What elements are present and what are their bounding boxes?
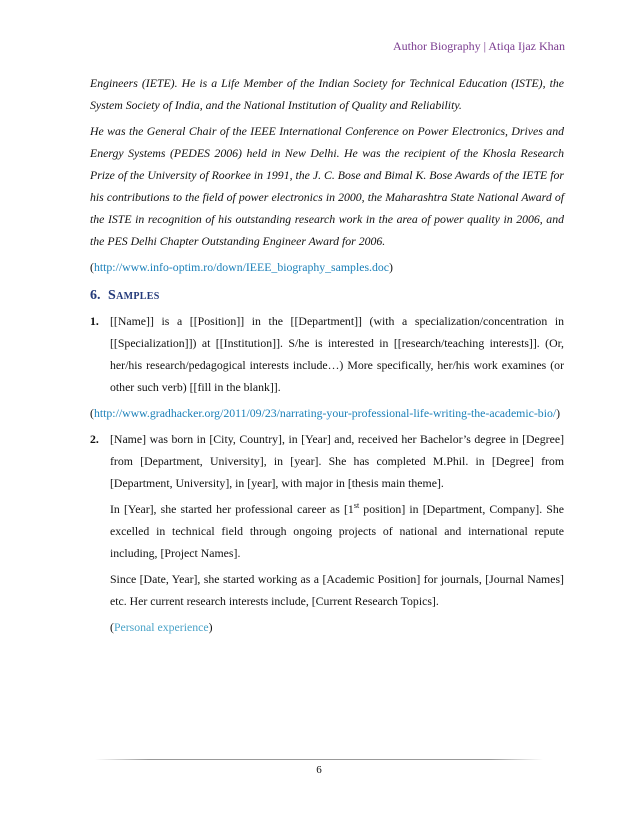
list-item-number: 2.	[90, 432, 99, 446]
section-title: Samples	[108, 288, 160, 303]
footer-divider	[95, 759, 543, 760]
paragraph-biography-continued: Engineers (IETE). He is a Life Member of the Indian Society for Technical Education (ISTE), the System Society of India, and the National Institution of Quality and Reliability.	[90, 76, 564, 112]
section-number: 6.	[90, 288, 101, 303]
list-item-paragraph-career: In [Year], she started her professional career as [1st position] in [Department, Company]. She excelled in technical field through ongoing projects of national and international repute including, [Project Names].	[110, 501, 564, 560]
paragraph-biography-awards: He was the General Chair of the IEEE International Conference on Power Electronics, Drives and Energy Systems (PEDES 2006) held in New Delhi. He was the recipient of the Khosla Research Prize of the University of Roorkee in 1991, the J. C. Bose and Bimal K. Bose Awards of the IETE for his contributions to the field of power electronics in 2000, the Maharashtra State National Award of the ISTE in recognition of his outstanding research work in the area of power quality in 2006, and the PES Delhi Chapter Outstanding Engineer Award for 2006.	[90, 124, 564, 248]
source-link-gradhacker[interactable]: http://www.gradhacker.org/2011/09/23/narrating-your-professional-life-writing-the-academic-bio/	[93, 406, 557, 420]
page-number: 6	[316, 764, 322, 776]
section-heading-samples	[90, 288, 564, 304]
source-citation-1: (http://www.info-optim.ro/down/IEEE_biography_samples.doc)	[90, 260, 393, 274]
page-content	[90, 72, 564, 638]
source-citation-2: (http://www.gradhacker.org/2011/09/23/narrating-your-professional-life-writing-the-academic-bio/)	[90, 406, 561, 420]
source-citation-3: (Personal experience)	[110, 620, 213, 634]
list-item-text: [[Name]] is a [[Position]] in the [[Department]] (with a specialization/concentration in [[Specialization]]) at [[Institution]]. S/he is interested in [[research/teaching interests]]. (Or, her/his research/pedagogical interests include…) More specifically, her/his work examines (or other such verb) [[fill in the blank]].	[110, 314, 564, 394]
source-link-ieee[interactable]: http://www.info-optim.ro/down/IEEE_biography_samples.doc	[93, 260, 390, 274]
page-header: Author Biography | Atiqa Ijaz Khan	[392, 39, 565, 53]
list-item-text: [Name] was born in [City, Country], in [Year] and, received her Bachelor’s degree in [Degree] from [Department, University], in [year]. She has completed M.Phil. in [Degree] from [Department, University], in [year], with major in [thesis main theme].	[110, 432, 564, 490]
list-item	[90, 310, 564, 398]
source-personal-experience: Personal experience	[113, 620, 209, 634]
list-item-number: 1.	[90, 314, 99, 328]
list-item-paragraph-research: Since [Date, Year], she started working as a [Academic Position] for journals, [Journal Names] etc. Her current research interests include, [Current Research Topics].	[110, 572, 564, 608]
list-item	[90, 428, 564, 494]
